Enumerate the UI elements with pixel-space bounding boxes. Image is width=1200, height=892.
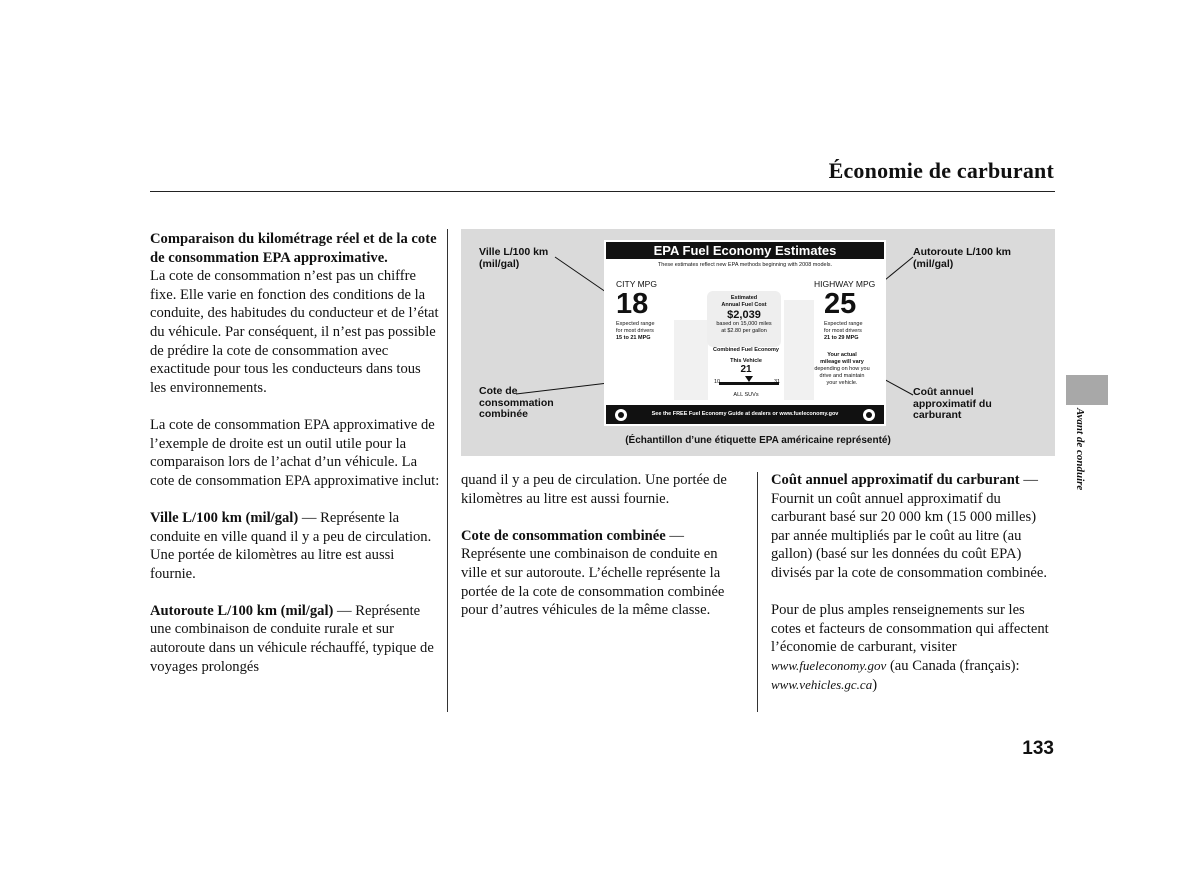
more-info-end: ) <box>872 676 878 693</box>
city-mpg-value: 18 <box>616 288 649 320</box>
cost-line1: Estimated <box>730 295 758 301</box>
cost-text: — Fournit un coût annuel approximatif du carburant basé sur 20 000 km (15 000 milles) par année multipliés par le coût au litre (au gallon) (basé sur les données du coût EPA) divisés par la cote de consommation combinée. <box>771 472 1047 581</box>
page-number: 133 <box>1022 738 1054 759</box>
scale-class: ALL SUVs <box>733 392 759 398</box>
figure-caption: (Échantillon d’une étiquette EPA américaine représenté) <box>625 435 891 446</box>
cost-line2: Annual Fuel Cost <box>721 302 767 308</box>
middle-column <box>461 471 746 620</box>
paragraph-epa-tool: La cote de consommation EPA approximative de l’exemple de droite est un outil utile pour la comparaison lors de l’achat d’un véhicule. La cote de consommation EPA approximative inclut: <box>150 416 440 489</box>
label-subtitle: These estimates reflect new EPA methods beginning with 2008 models. <box>657 262 833 268</box>
annual-cost-box <box>707 291 781 347</box>
note-line5: your vehicle. <box>826 380 858 386</box>
note-line3: depending on how you <box>814 366 870 372</box>
paragraph-variability: La cote de consommation n’est pas un chiffre fixe. Elle varie en fonction des conditions de la conduite, des habitudes du conducteur et de l’état du véhicule. Par conséquent, il n’est pas possible de prédire la cote de consommation avec exactitude pour tous les conducteurs dans tous les environnements. <box>150 268 439 396</box>
header-rule <box>150 191 1055 192</box>
callout-annual-cost: Coût annuel approximatif du carburant <box>913 386 992 421</box>
combined-value: 21 <box>740 364 752 375</box>
right-column <box>771 471 1055 694</box>
note-line4: drive and maintain <box>819 373 865 379</box>
page-title: Économie de carburant <box>828 158 1054 183</box>
label-title: EPA Fuel Economy Estimates <box>606 242 884 259</box>
scale-bar <box>719 382 779 385</box>
doe-seal-icon <box>862 408 876 422</box>
scale-pointer-icon <box>745 376 753 382</box>
cost-definition <box>771 471 1055 583</box>
highway-continuation: quand il y a peu de circulation. Une portée de kilomètres au litre est aussi fournie. <box>461 472 727 507</box>
cost-value: $2,039 <box>727 309 761 321</box>
label-footer <box>606 405 884 424</box>
highway-range <box>824 321 863 342</box>
callout-combined: Cote de consommation combinée <box>479 385 554 420</box>
cost-term: Coût annuel approximatif du carburant <box>771 472 1020 488</box>
city-range-line3: 15 to 21 MPG <box>616 335 651 341</box>
city-mpg-header: CITY MPG <box>616 279 657 289</box>
section-tab-label: Avant de conduire <box>1074 408 1086 491</box>
epa-label <box>604 240 886 426</box>
highway-text: — Représente une combinaison de conduite rurale et sur autoroute dans un véhicule réchauffé, typique de voyages prolongés <box>150 602 434 675</box>
mileage-note <box>807 352 877 387</box>
combined-text: — Représente une combinaison de conduite en ville et sur autoroute. L’échelle représente la portée de la cote de consommation combinée pour d’autres véhicules de la même classe. <box>461 527 725 619</box>
fueleconomy-link[interactable]: www.fueleconomy.gov <box>771 657 887 673</box>
city-range-line1: Expected range <box>616 321 655 327</box>
combined-title: Combined Fuel Economy <box>712 347 779 353</box>
comparison-heading: Comparaison du kilométrage réel et de la cote de consommation EPA approximative. <box>150 231 437 266</box>
epa-seal-icon <box>614 408 628 422</box>
city-term: Ville L/100 km (mil/gal) <box>150 509 299 526</box>
highway-range-line2: for most drivers <box>824 328 862 334</box>
highway-range-line1: Expected range <box>824 321 863 327</box>
section-tab[interactable] <box>1066 375 1108 405</box>
more-info-mid: (au Canada (français): <box>886 657 1020 674</box>
column-divider-left <box>447 229 448 712</box>
city-definition <box>150 509 440 583</box>
city-range <box>616 321 655 342</box>
vehicles-link[interactable]: www.vehicles.gc.ca <box>771 676 873 692</box>
scale-max: 31 <box>774 379 781 385</box>
cost-line4: at $2.80 per gallon <box>721 328 767 334</box>
more-info <box>771 601 1055 694</box>
scale-min: 10 <box>714 379 721 385</box>
highway-term: Autoroute L/100 km (mil/gal) <box>150 602 334 619</box>
column-divider-right <box>757 472 758 712</box>
highway-mpg-value: 25 <box>824 288 857 320</box>
epa-label-figure <box>461 229 1055 456</box>
left-column <box>150 230 440 676</box>
callout-city: Ville L/100 km (mil/gal) <box>479 246 549 270</box>
city-range-line2: for most drivers <box>616 328 654 334</box>
combined-definition <box>461 527 746 620</box>
note-line1: Your actual <box>827 352 857 358</box>
combined-term: Cote de consommation combinée <box>461 527 666 544</box>
callout-highway: Autoroute L/100 km (mil/gal) <box>913 246 1012 270</box>
note-line2: mileage will vary <box>820 359 864 365</box>
label-footer-text: See the FREE Fuel Economy Guide at dealers or www.fueleconomy.gov <box>651 411 839 417</box>
highway-range-line3: 21 to 29 MPG <box>824 335 859 341</box>
city-text: — Représente la conduite en ville quand il y a peu de circulation. Une portée de kilomètres au litre est aussi fournie. <box>150 509 432 582</box>
cost-line3: based on 15,000 miles <box>716 321 772 327</box>
highway-definition <box>150 602 440 676</box>
highway-mpg-header: HIGHWAY MPG <box>814 279 876 289</box>
this-vehicle: This Vehicle <box>730 358 762 364</box>
more-info-text: Pour de plus amples renseignements sur les cotes et facteurs de consommation qui affectent l’économie de carburant, visiter <box>771 602 1049 656</box>
